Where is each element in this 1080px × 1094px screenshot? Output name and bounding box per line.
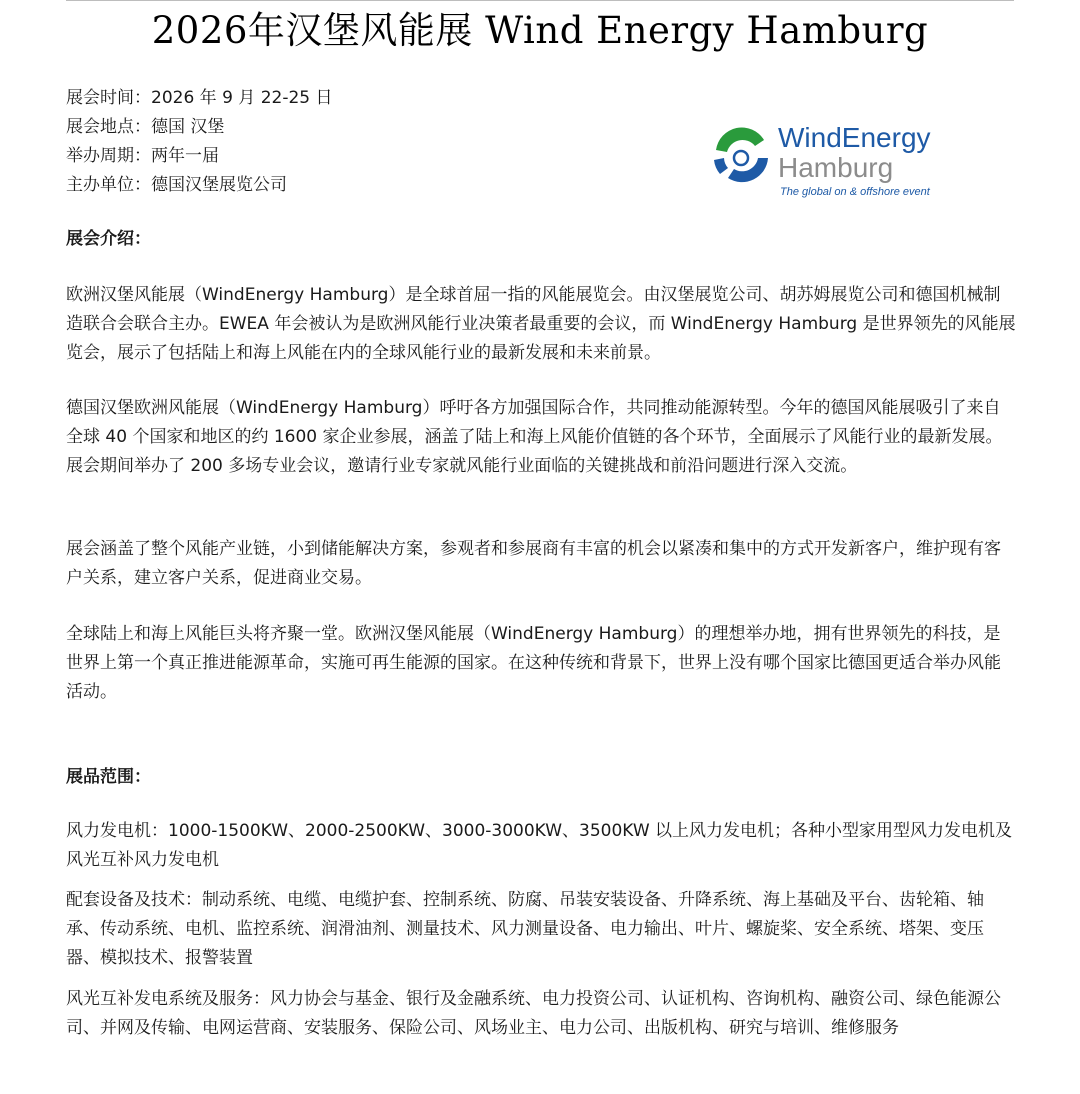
exhibits-paragraph-services: 风光互补发电系统及服务：风力协会与基金、银行及金融系统、电力投资公司、认证机构、咨询机构、融资公司、绿色能源公司、并网及传输、电网运营商、安装服务、保险公司、风场业主、电力公司、出版机构、研究与培训、维修服务 [66,989,1001,1038]
info-label: 举办周期： [66,146,151,166]
section-heading-intro: 展会介绍： [66,229,151,249]
intro-paragraph-4: 全球陆上和海上风能巨头将齐聚一堂。欧洲汉堡风能展（WindEnergy Hamburg）的理想举办地，拥有世界领先的科技，是世界上第一个真正推进能源革命，实施可再生能源的国家。在这种传统和背景下，世界上没有哪个国家比德国更适合举办风能活动。 [66,624,1001,702]
top-rule [66,0,1014,1]
exhibits-paragraph-equipment: 配套设备及技术：制动系统、电缆、电缆护套、控制系统、防腐、吊装安装设备、升降系统、海上基础及平台、齿轮箱、轴承、传动系统、电机、监控系统、润滑油剂、测量技术、风力测量设备、电力输出、叶片、螺旋桨、安全系统、塔架、变压器、模拟技术、报警装置 [66,890,984,968]
info-label: 主办单位： [66,175,151,195]
windenergy-hamburg-logo [708,116,948,202]
info-row-location [66,113,333,142]
info-label: 展会时间： [66,88,151,108]
logo-tagline: The global on & offshore event [780,186,930,198]
section-heading-exhibits: 展品范围： [66,767,151,787]
info-row-time [66,84,333,113]
info-row-organizer [66,171,333,200]
exhibition-info [66,84,333,200]
logo-swirl-icon [714,127,768,182]
exhibits-paragraph-generators: 风力发电机：1000-1500KW、2000-2500KW、3000-3000KW、3500KW 以上风力发电机；各种小型家用型风力发电机及风光互补风力发电机 [66,821,1013,870]
intro-paragraph-3: 展会涵盖了整个风能产业链，小到储能解决方案，参观者和参展商有丰富的机会以紧凑和集中的方式开发新客户，维护现有客户关系，建立客户关系，促进商业交易。 [66,539,1001,588]
intro-paragraph-2: 德国汉堡欧洲风能展（WindEnergy Hamburg）呼吁各方加强国际合作，共同推动能源转型。今年的德国风能展吸引了来自全球 40 个国家和地区的约 1600 家企业参展，涵盖了陆上和海上风能价值链的各个环节，全面展示了风能行业的最新发展。展会期间举办了 200 多场专业会议，邀请行业专家就风能行业面临的关键挑战和前沿问题进行深入交流。 [66,398,1003,476]
info-value: 2026 年 9 月 22-25 日 [151,88,333,108]
logo-wordmark-windenergy: WindEnergy [778,122,931,153]
info-row-cycle [66,142,333,171]
page-title: 2026年汉堡风能展 Wind Energy Hamburg [151,9,929,52]
info-value: 德国 汉堡 [151,117,225,137]
info-value: 德国汉堡展览公司 [151,175,287,195]
logo-wordmark-hamburg: Hamburg [778,152,894,183]
info-label: 展会地点： [66,117,151,137]
info-value: 两年一届 [151,146,219,166]
intro-paragraph-1: 欧洲汉堡风能展（WindEnergy Hamburg）是全球首屈一指的风能展览会。由汉堡展览公司、胡苏姆展览公司和德国机械制造联合会联合主办。EWEA 年会被认为是欧洲风能行业决策者最重要的会议，而 WindEnergy Hamburg 是世界领先的风能展览会，展示了包括陆上和海上风能在内的全球风能行业的最新发展和未来前景。 [66,285,1016,363]
